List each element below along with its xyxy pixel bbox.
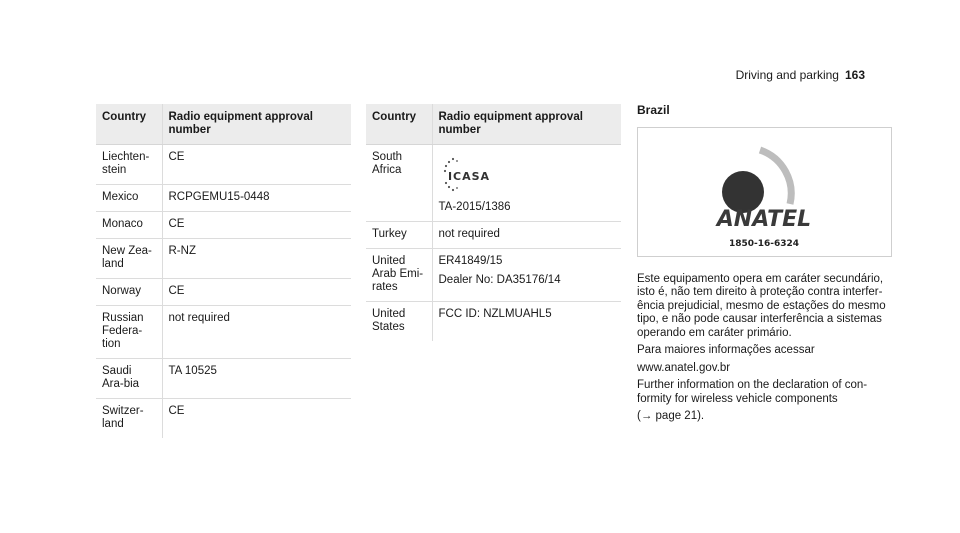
approval-number: ER41849/15 (438, 255, 503, 267)
table-row (96, 239, 351, 279)
country-cell: United Arab Emi-rates (366, 249, 432, 302)
table-row (366, 302, 621, 342)
column-header-approval: Radio equipment approval number (432, 104, 621, 145)
approval-cell: R-NZ (162, 239, 351, 279)
country-cell: Norway (96, 279, 162, 306)
approval-table-right (366, 104, 621, 341)
column-header-country: Country (366, 104, 432, 145)
table-row (96, 145, 351, 185)
approval-cell: FCC ID: NZLMUAHL5 (438, 308, 552, 320)
approval-cell: not required (432, 222, 621, 249)
table-row (96, 359, 351, 399)
approval-cell: CE (162, 212, 351, 239)
brazil-section (637, 104, 892, 428)
more-info-text: Para maiores informações acessar (637, 344, 815, 356)
further-info-text: Further information on the declaration of con-formity for wireless vehicle components (637, 379, 868, 405)
page-header (600, 69, 865, 83)
brazil-heading: Brazil (637, 103, 670, 117)
table-row (96, 212, 351, 239)
anatel-notice: Este equipamento opera em caráter secundário, isto é, não tem direito à proteção contra interfer-ência prejudicial, mesmo de estações do mesmo tipo, e não pode causar interferência a sistemas operando em caráter primário. (637, 272, 886, 339)
table-header-row (366, 104, 621, 145)
table-row (366, 222, 621, 249)
approval-cell: not required (162, 306, 351, 359)
anatel-number: 1850-16-6324 (728, 238, 800, 249)
icasa-logo (439, 155, 616, 195)
dealer-number: Dealer No: DA35176/14 (438, 274, 561, 286)
country-cell: South Africa (366, 145, 432, 222)
brazil-text (637, 273, 892, 424)
table-row (96, 279, 351, 306)
anatel-logo-icon (638, 128, 891, 256)
country-cell: Turkey (366, 222, 432, 249)
country-cell: Saudi Ara-bia (96, 359, 162, 399)
approval-number: TA-2015/1386 (438, 201, 511, 213)
table-row (96, 399, 351, 439)
approval-cell: CE (162, 145, 351, 185)
approval-cell: CE (162, 279, 351, 306)
icasa-logo-text: ICASA (447, 170, 490, 183)
country-cell: New Zea-land (96, 239, 162, 279)
country-cell: Russian Federa-tion (96, 306, 162, 359)
website-link[interactable]: www.anatel.gov.br (637, 361, 731, 374)
country-cell: United States (366, 302, 432, 342)
page-number: 163 (844, 68, 865, 82)
table-row (366, 249, 621, 302)
icasa-logo-icon (439, 155, 499, 195)
table-row (96, 185, 351, 212)
approval-table-left (96, 104, 351, 438)
approval-cell: CE (168, 405, 185, 417)
column-header-approval: Radio equipment approval number (162, 104, 351, 145)
table-row (96, 306, 351, 359)
approval-cell (432, 249, 621, 302)
table-header-row (96, 104, 351, 145)
country-cell: Mexico (96, 185, 162, 212)
page-reference-link[interactable]: (→ page 21). (637, 410, 705, 422)
country-cell: Monaco (96, 212, 162, 239)
table-row (366, 145, 621, 222)
anatel-wordmark: ANATEL (716, 206, 812, 232)
section-title: Driving and parking (735, 68, 839, 82)
approval-cell: RCPGEMU15-0448 (162, 185, 351, 212)
approval-cell: TA 10525 (162, 359, 351, 399)
anatel-logo-box (637, 127, 892, 257)
column-header-country: Country (96, 104, 162, 145)
country-cell: Switzer-land (96, 399, 162, 439)
country-cell: Liechten-stein (96, 145, 162, 185)
approval-cell (432, 145, 621, 222)
